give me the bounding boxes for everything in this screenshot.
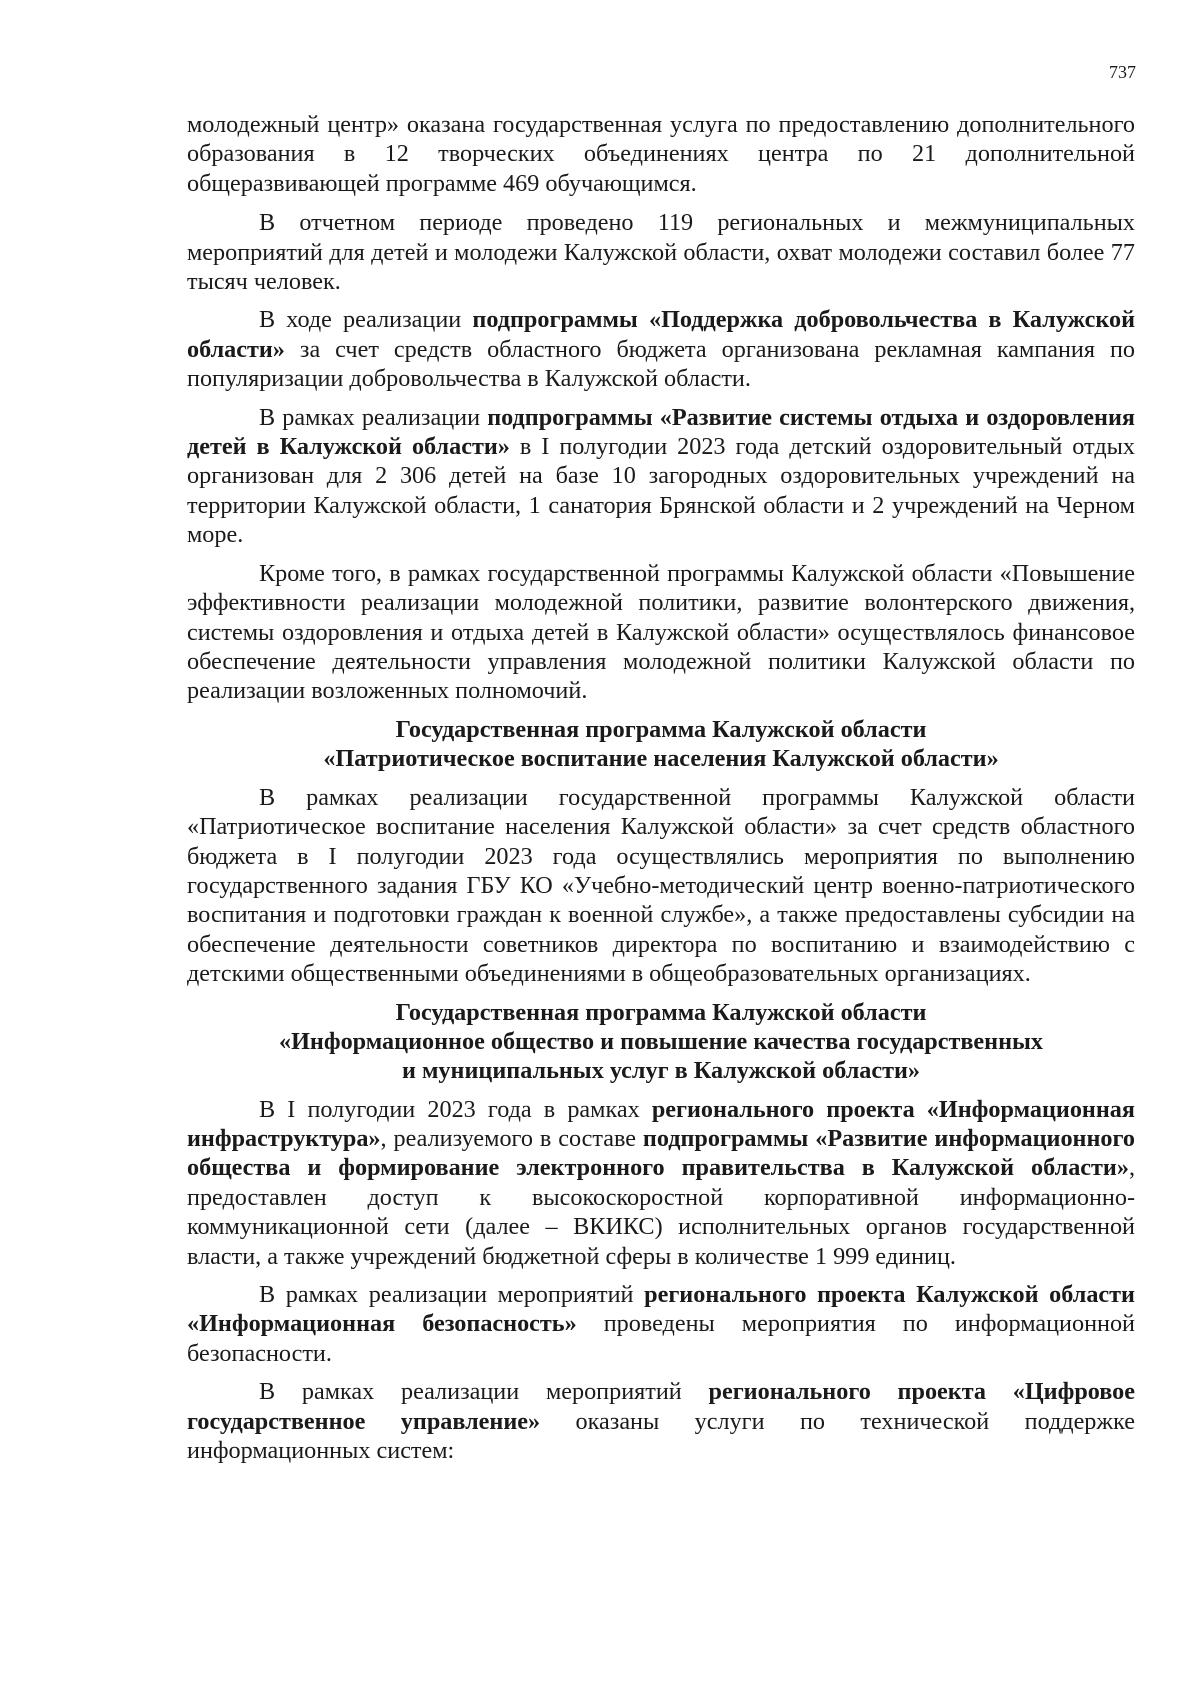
page-number: 737 bbox=[1109, 62, 1136, 82]
bold-text: регионального проекта Калужской области «Информационная безопасность» bbox=[187, 1281, 1135, 1338]
intro-paragraphs bbox=[187, 110, 1135, 706]
text: Кроме того, в рамках государственной программы Калужской области «Повышение эффективности реализации молодежной политики, развитие волонтерского движения, системы оздоровления и отдыха детей в Калужской области» осуществлялось финансовое обеспечение деятельности управления молодежной политики Калужской области по реализации возложенных полномочий. bbox=[187, 559, 1135, 705]
section-heading-information-society bbox=[187, 998, 1135, 1085]
bold-text: регионального проекта «Информационная инфраструктура» bbox=[187, 1095, 1135, 1152]
text: , реализуемого в составе bbox=[380, 1124, 643, 1152]
text: В рамках реализации мероприятий bbox=[259, 1378, 709, 1406]
text: В рамках реализации мероприятий bbox=[259, 1281, 645, 1308]
text: молодежный центр» оказана государственная услуга по предоставлению дополнительного образования в 12 творческих объединениях центра по 21 дополнительной общеразвивающей программе 469 обучающимся. bbox=[187, 111, 1135, 197]
section-information-society-paragraphs bbox=[187, 1095, 1135, 1466]
text: В отчетном периоде проведено 119 региональных и межмуниципальных мероприятий для детей и молодежи Калужской области, охват молодежи составил более 77 тысяч человек. bbox=[187, 209, 1135, 296]
section-patriotic-paragraphs bbox=[187, 783, 1135, 989]
paragraph-p4 bbox=[187, 403, 1135, 550]
heading-line: «Патриотическое воспитание населения Калужской области» bbox=[323, 744, 999, 772]
heading-line: и муниципальных услуг в Калужской области» bbox=[401, 1056, 921, 1084]
text: за счет средств областного бюджета организована рекламная кампания по популяризации добровольчества в Калужской области. bbox=[187, 335, 1135, 393]
bold-text: подпрограммы «Развитие системы отдыха и оздоровления детей в Калужской области» bbox=[187, 403, 1135, 461]
bold-text: подпрограммы «Развитие информационного общества и формирование электронного правительства в Калужской области» bbox=[187, 1124, 1135, 1182]
heading-line: Государственная программа Калужской области bbox=[395, 715, 927, 743]
text: В рамках реализации государственной программы Калужской области «Патриотическое воспитание населения Калужской области» за счет средств областного бюджета в I полугодии 2023 года осуществлялись мероприятия по выполнению государственного задания ГБУ КО «Учебно-методический центр военно-патриотического воспитания и подготовки граждан к военной службе», а также предоставлены субсидии на обеспечение деятельности советников директора по воспитанию и взаимодействию с детскими общественными объединениями в общеобразовательных организациях. bbox=[187, 783, 1135, 988]
heading-line: «Информационное общество и повышение качества государственных bbox=[278, 1027, 1044, 1055]
text: оказаны услуги по технической поддержке информационных систем: bbox=[187, 1407, 1136, 1465]
paragraph-s2p3 bbox=[187, 1377, 1135, 1465]
text: В I полугодии 2023 года в рамках bbox=[259, 1095, 652, 1123]
heading-line: Государственная программа Калужской области bbox=[395, 998, 927, 1026]
bold-text: регионального проекта «Цифровое государственное управление» bbox=[187, 1378, 1135, 1435]
paragraph-s2p2 bbox=[187, 1280, 1135, 1368]
text: В ходе реализации bbox=[259, 306, 473, 334]
paragraph-p1 bbox=[187, 110, 1135, 198]
paragraph-s1p1 bbox=[187, 783, 1135, 989]
bold-text: подпрограммы «Поддержка добровольчества в Калужской области» bbox=[187, 306, 1135, 363]
text: проведены мероприятия по информационной безопасности. bbox=[187, 1310, 1135, 1367]
document-body bbox=[187, 110, 1135, 1474]
text: В рамках реализации bbox=[259, 403, 488, 431]
paragraph-p5 bbox=[187, 559, 1135, 706]
paragraph-p3 bbox=[187, 305, 1135, 393]
paragraph-p2 bbox=[187, 208, 1135, 296]
section-heading-patriotic bbox=[187, 715, 1135, 773]
text: , предоставлен доступ к высокоскоростной корпоративной информационно-коммуникационной сети (далее – ВКИКС) исполнительных органов государственной власти, а также учреждений бюджетной сферы в количестве 1 999 единиц. bbox=[187, 1154, 1135, 1270]
text: в I полугодии 2023 года детский оздоровительный отдых организован для 2 306 детей на базе 10 загородных оздоровительных учреждений на территории Калужской области, 1 санатория Брянской области и 2 учреждений на Черном море. bbox=[187, 433, 1135, 549]
paragraph-s2p1 bbox=[187, 1095, 1135, 1271]
